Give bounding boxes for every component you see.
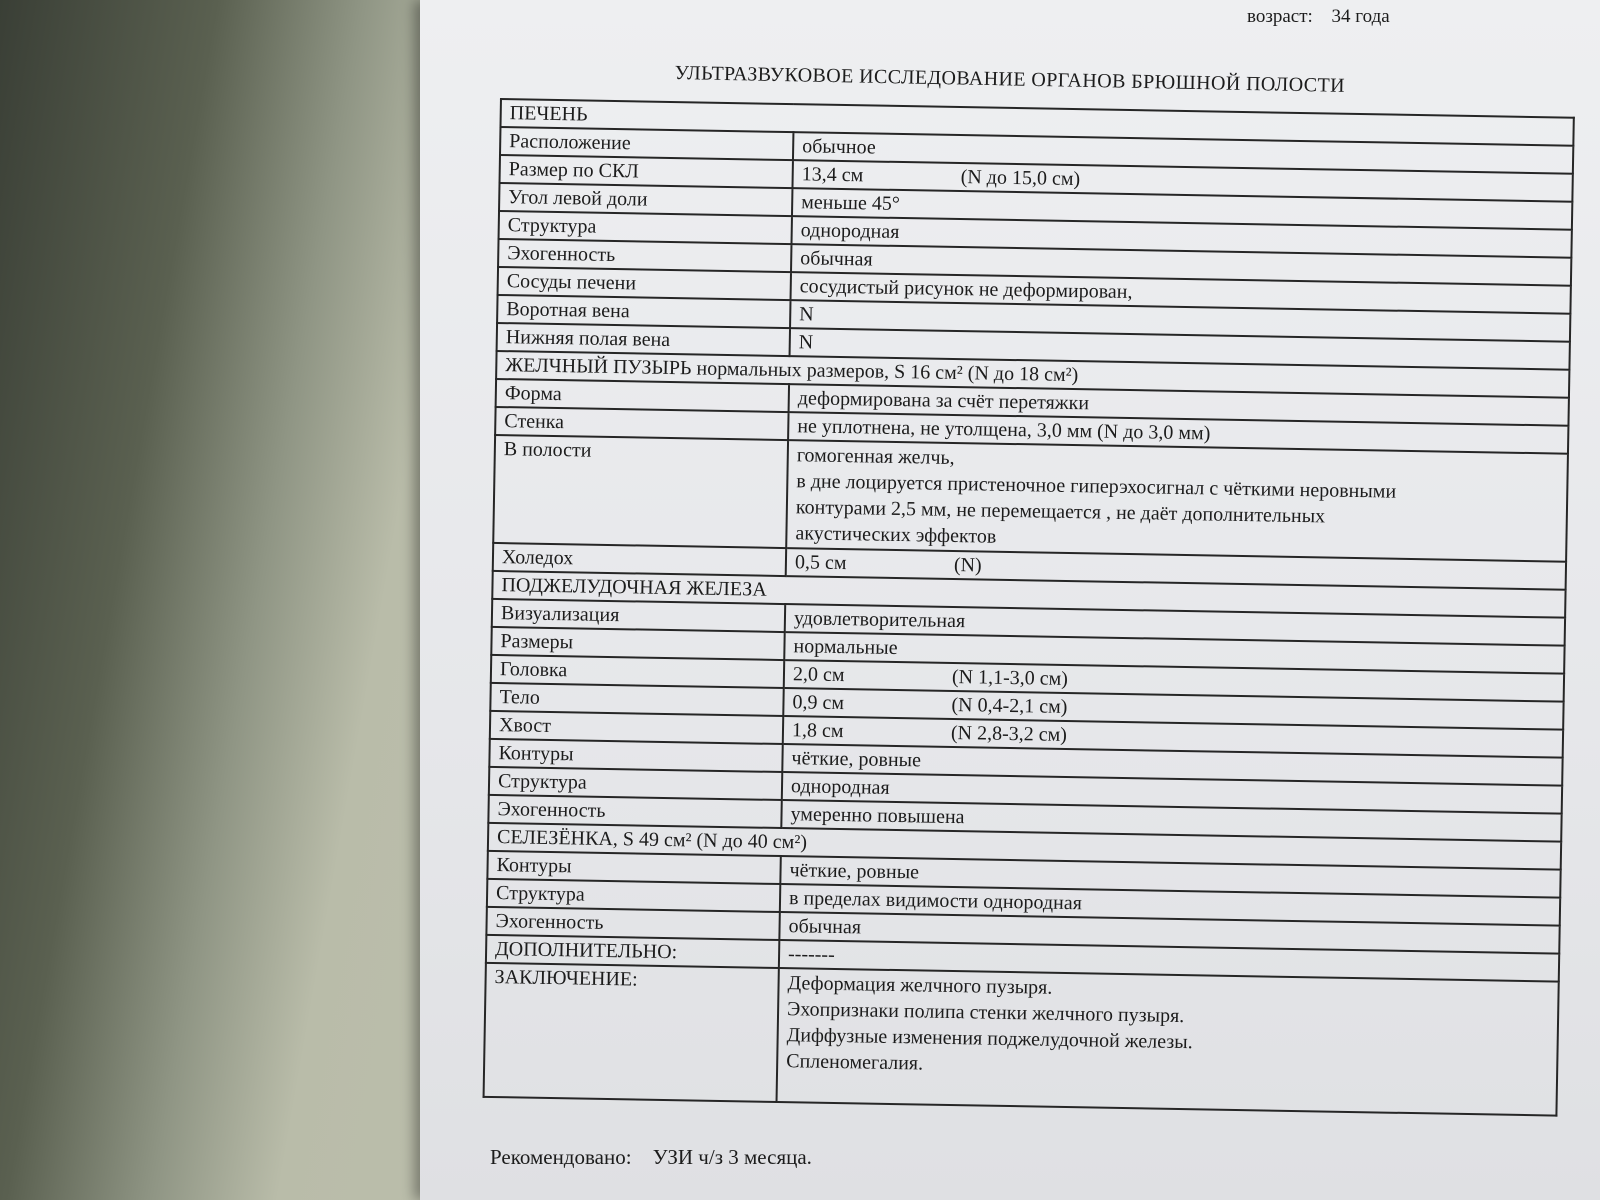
additional-value: ------- — [779, 940, 1559, 982]
conclusion-label: ЗАКЛЮЧЕНИЕ: — [484, 963, 779, 1102]
row-label: Расположение — [500, 127, 793, 160]
row-value: 13,4 см — [801, 163, 864, 187]
row-label: Размер по СКЛ — [500, 155, 793, 188]
section-heading-spleen: СЕЛЕЗЁНКА, S 49 см² (N до 40 см²) — [488, 823, 1561, 870]
row-value: чёткие, ровные — [782, 744, 1562, 786]
row-value: обычная — [779, 912, 1559, 954]
conclusion-line: Эхопризнаки полипа стенки желчного пузыря. — [786, 998, 1185, 1028]
row-value: нормальные — [784, 632, 1564, 674]
row-value: сосудистый рисунок не деформирован, — [791, 272, 1571, 314]
cavity-line: контурами 2,5 мм, не перемещается , не даёт дополнительных — [795, 496, 1326, 528]
row-label: Угол левой доли — [499, 183, 792, 216]
row-label: Контуры — [487, 851, 780, 884]
row-value: деформирована за счёт перетяжки — [789, 384, 1569, 426]
conclusion-line: Деформация желчного пузыря. — [787, 972, 1053, 999]
additional-label: ДОПОЛНИТЕЛЬНО: — [486, 935, 779, 968]
cavity-description — [786, 440, 1568, 562]
cavity-line: гомогенная желчь, — [796, 444, 955, 469]
row-label: В полости — [493, 435, 788, 548]
row-value: 1,8 см — [791, 719, 844, 743]
section-heading-pancreas: ПОДЖЕЛУДОЧНАЯ ЖЕЛЕЗА — [492, 571, 1565, 618]
row-label: Структура — [489, 767, 782, 800]
conclusion-line: Диффузные изменения поджелудочной железы. — [786, 1024, 1193, 1054]
section-heading-gallbladder: ЖЕЛЧНЫЙ ПУЗЫРЬ нормальных размеров, S 16 см² (N до 18 см²) — [496, 351, 1569, 398]
row-label: Эхогенность — [486, 907, 779, 940]
row-value: удовлетворительная — [785, 604, 1565, 646]
conclusion-text — [777, 968, 1559, 1116]
row-norm: (N 1,1-3,0 см) — [951, 665, 1069, 690]
row-label: Воротная вена — [497, 295, 790, 328]
findings-table — [483, 98, 1575, 1117]
row-value: однородная — [791, 216, 1571, 258]
patient-age — [1247, 6, 1390, 28]
report-title: УЛЬТРАЗВУКОВОЕ ИССЛЕДОВАНИЕ ОРГАНОВ БРЮШНОЙ ПОЛОСТИ — [674, 62, 1346, 97]
row-value: однородная — [782, 772, 1562, 814]
recommendation — [490, 1145, 812, 1170]
row-norm: (N) — [953, 553, 982, 577]
row-label: Размеры — [491, 627, 784, 660]
row-norm: (N до 15,0 см) — [960, 166, 1081, 191]
row-label: Холедох — [493, 543, 786, 576]
row-value: меньше 45° — [792, 188, 1572, 230]
row-label: Контуры — [489, 739, 782, 772]
row-label: Визуализация — [492, 599, 785, 632]
row-label: Нижняя полая вена — [497, 323, 790, 356]
row-value: N — [790, 300, 1570, 342]
row-value: чёткие, ровные — [780, 856, 1560, 898]
row-label: Структура — [499, 211, 792, 244]
row-value: не уплотнена, не утолщена, 3,0 мм (N до 3,0 мм) — [788, 412, 1568, 454]
row-label: Эхогенность — [498, 239, 791, 272]
row-value: N — [790, 328, 1570, 370]
row-norm: (N 0,4-2,1 см) — [951, 693, 1068, 718]
row-label: Головка — [491, 655, 784, 688]
recommendation-label: Рекомендовано: — [490, 1145, 632, 1169]
row-norm: (N 2,8-3,2 см) — [950, 721, 1068, 746]
row-value: обычная — [791, 244, 1571, 286]
table-row — [493, 435, 1568, 562]
cavity-line: акустических эффектов — [795, 522, 997, 548]
row-label: Форма — [496, 379, 789, 412]
row-label: Сосуды печени — [498, 267, 791, 300]
row-value: 0,9 см — [792, 691, 845, 715]
age-label: возраст: — [1247, 6, 1313, 27]
row-value: в пределах видимости однородная — [780, 884, 1560, 926]
section-heading-liver: ПЕЧЕНЬ — [500, 99, 1573, 146]
row-label: Стенка — [495, 407, 788, 440]
ultrasound-report — [420, 0, 1600, 1200]
conclusion-line: Спленомегалия. — [786, 1050, 924, 1075]
row-value: 2,0 см — [792, 663, 845, 687]
row-label: Тело — [490, 683, 783, 716]
conclusion-row — [484, 963, 1559, 1116]
row-label: Структура — [487, 879, 780, 912]
age-value: 34 года — [1331, 6, 1390, 27]
row-value: 0,5 см — [794, 551, 847, 575]
row-label: Хвост — [490, 711, 783, 744]
row-label: Эхогенность — [488, 795, 781, 828]
row-value: умеренно повышена — [781, 800, 1561, 842]
document-sheet — [420, 0, 1600, 1200]
recommendation-value: УЗИ ч/з 3 месяца. — [652, 1145, 812, 1169]
row-value: обычное — [793, 132, 1573, 174]
cavity-line: в дне лоцируется пристеночное гиперэхосигнал с чёткими неровными — [796, 470, 1397, 503]
